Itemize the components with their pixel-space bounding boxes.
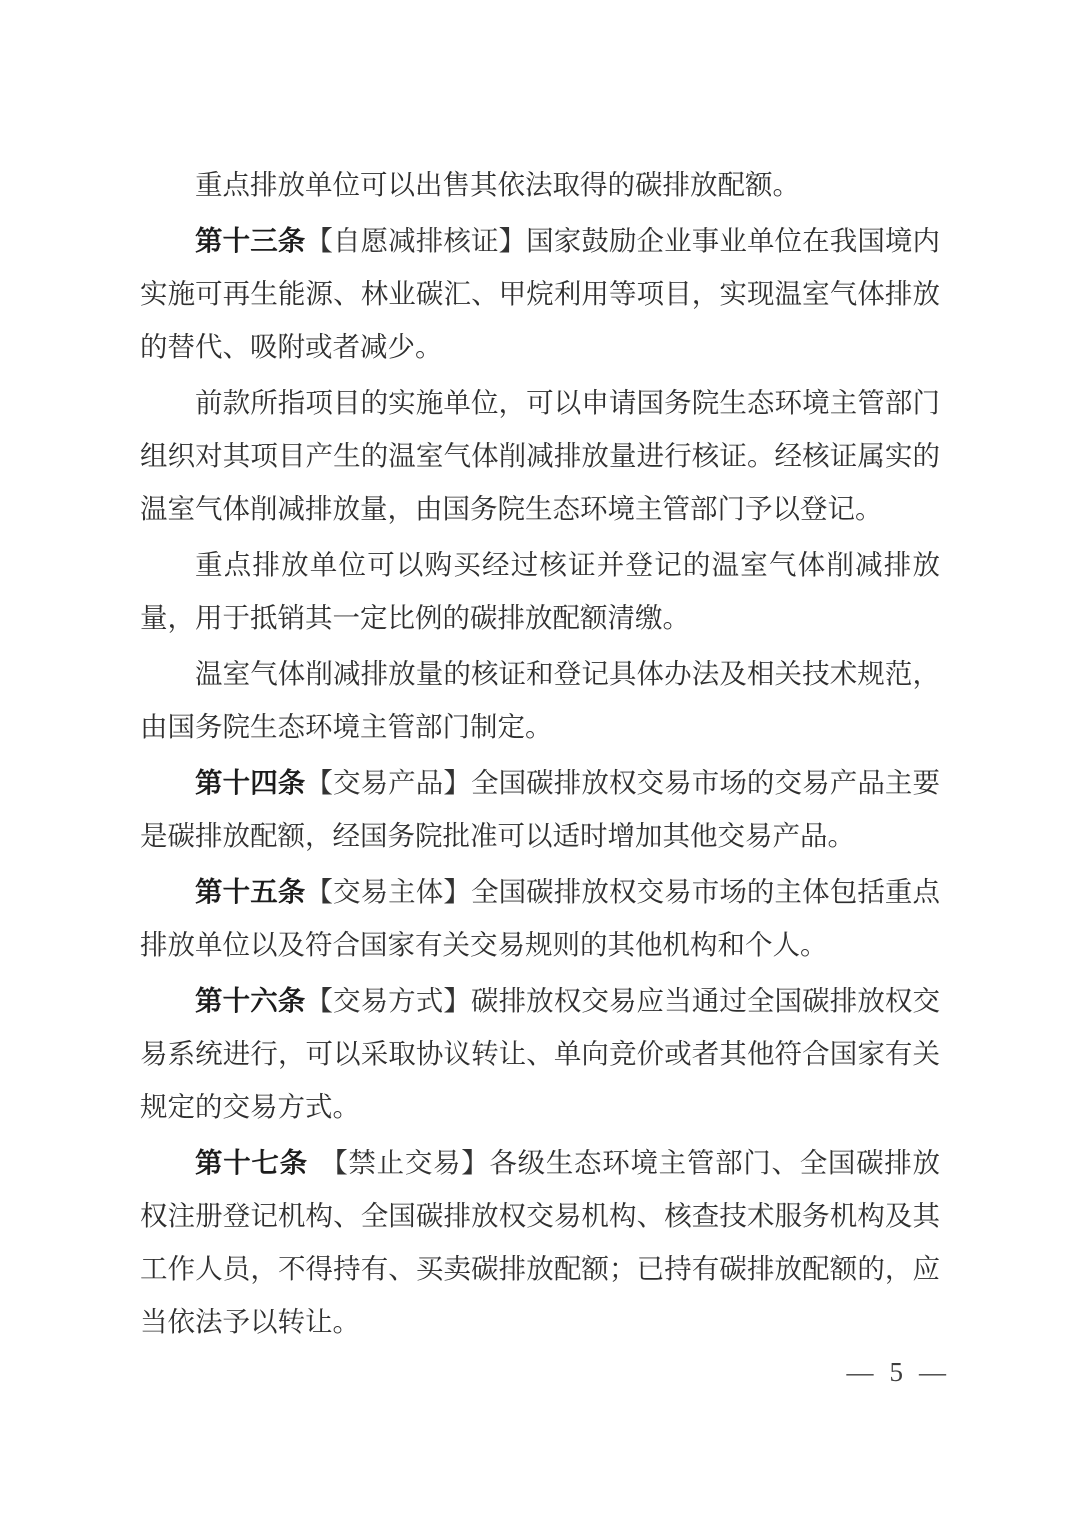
footer-dash-right: — <box>919 1357 946 1387</box>
paragraph-text: 前款所指项目的实施单位，可以申请国务院生态环境主管部门组织对其项目产生的温室气体削减排放量进行核证。经核证属实的温室气体削减排放量，由国务院生态环境主管部门予以登记。 <box>140 387 940 524</box>
paragraph-text: 各级生态环境主管部门、全国碳排放权注册登记机构、全国碳排放权交易机构、核查技术服务机构及其工作人员，不得持有、买卖碳排放配额；已持有碳排放配额的，应当依法予以转让。 <box>140 1147 941 1337</box>
article-title: 【禁止交易】 <box>320 1147 490 1178</box>
article-number: 第十四条 <box>195 767 306 798</box>
article-title: 【交易主体】 <box>305 876 471 907</box>
article-title: 【交易方式】 <box>305 985 471 1016</box>
footer-dash-left: — <box>846 1357 874 1387</box>
article-paragraph <box>140 214 940 373</box>
paragraph <box>140 376 940 535</box>
paragraph-text: 全国碳排放权交易市场的交易产品主要是碳排放配额，经国务院批准可以适时增加其他交易产品。 <box>140 767 941 851</box>
paragraph-text: 重点排放单位可以出售其依法取得的碳排放配额。 <box>195 169 800 200</box>
article-paragraph <box>140 974 940 1133</box>
article-number: 第十六条 <box>195 985 306 1016</box>
article-paragraph <box>140 865 940 971</box>
article-paragraph <box>140 756 940 862</box>
paragraph <box>140 538 940 644</box>
paragraph-text: 全国碳排放权交易市场的主体包括重点排放单位以及符合国家有关交易规则的其他机构和个人。 <box>140 876 941 960</box>
article-number: 第十七条 <box>195 1147 308 1178</box>
article-title: 【自愿减排核证】 <box>305 225 527 256</box>
paragraph-text: 国家鼓励企业事业单位在我国境内实施可再生能源、林业碳汇、甲烷利用等项目，实现温室气体排放的替代、吸附或者减少。 <box>140 225 941 362</box>
document-body <box>140 158 940 1351</box>
page-footer <box>847 1350 947 1394</box>
article-number: 第十三条 <box>195 225 306 256</box>
paragraph-text: 重点排放单位可以购买经过核证并登记的温室气体削减排放量，用于抵销其一定比例的碳排放配额清缴。 <box>140 549 940 633</box>
paragraph <box>140 158 940 211</box>
article-number: 第十五条 <box>195 876 306 907</box>
article-title: 【交易产品】 <box>305 767 471 798</box>
page-number: 5 <box>889 1357 903 1387</box>
article-paragraph <box>140 1136 940 1348</box>
paragraph-text: 温室气体削减排放量的核证和登记具体办法及相关技术规范，由国务院生态环境主管部门制定。 <box>140 658 940 742</box>
paragraph-text: 碳排放权交易应当通过全国碳排放权交易系统进行，可以采取协议转让、单向竞价或者其他符合国家有关规定的交易方式。 <box>140 985 941 1122</box>
paragraph <box>140 647 940 753</box>
